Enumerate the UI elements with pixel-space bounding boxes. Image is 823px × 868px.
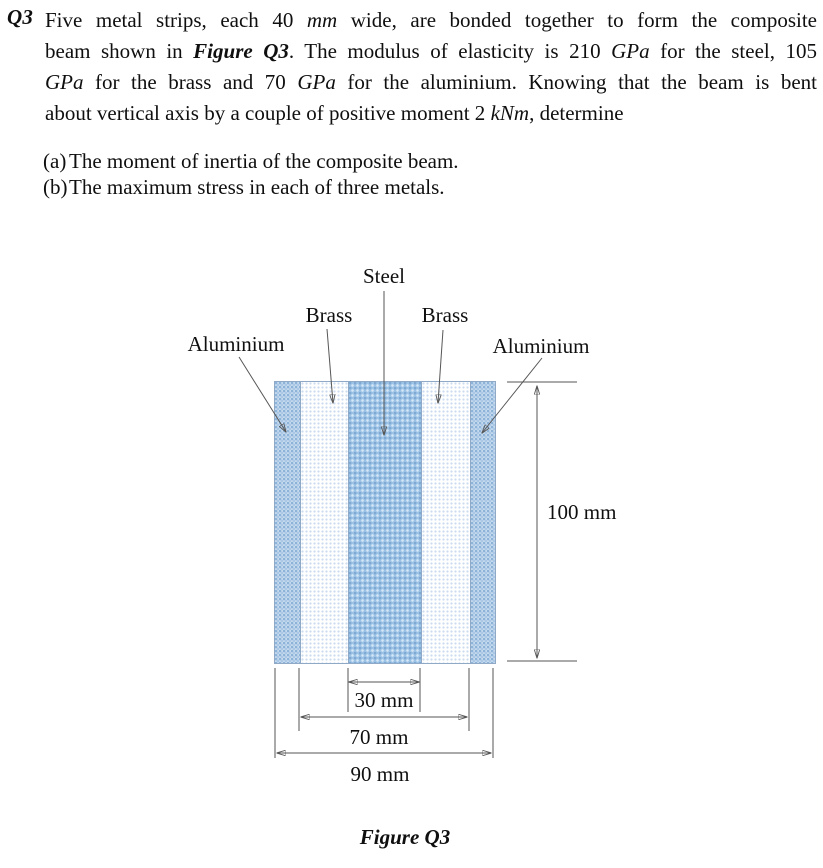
list-item-b (43, 174, 445, 200)
text-segment: mm (306, 8, 338, 32)
beam-cross-section (274, 381, 496, 664)
text-segment: Five metal strips, each 40 (45, 8, 307, 32)
aluminium-left-label: Aluminium (187, 332, 285, 356)
problem-line (45, 67, 817, 98)
figure-caption: Figure Q3 (359, 825, 451, 849)
text-segment: GPa (45, 70, 84, 94)
text-segment: for the steel, 105 (649, 39, 817, 63)
height-dimension-label: 100 mm (547, 500, 617, 524)
brass-left-label: Brass (305, 303, 353, 327)
problem-line (45, 98, 817, 129)
brass-left-strip (300, 382, 348, 663)
item-label: (a) (43, 149, 67, 173)
text-segment: for the brass and 70 (83, 70, 298, 94)
item-text: The moment of inertia of the composite beam. (69, 149, 459, 173)
aluminium-right-label: Aluminium (492, 334, 590, 358)
aluminium-right-strip (470, 382, 495, 663)
problem-line (45, 5, 817, 36)
text-segment: wide, are bonded together to form the composite (337, 8, 817, 32)
text-segment: beam shown in (45, 39, 194, 63)
steel-strip (348, 382, 421, 663)
steel-width-dimension-label: 30 mm (354, 688, 414, 712)
text-segment: GPa (611, 39, 650, 63)
problem-line (45, 36, 817, 67)
problem-statement (45, 5, 817, 129)
text-segment: GPa (297, 70, 336, 94)
text-segment: for the aluminium. Knowing that the beam is bent (335, 70, 817, 94)
item-label: (b) (43, 175, 68, 199)
text-segment: kNm (490, 101, 530, 125)
brass-right-label: Brass (421, 303, 469, 327)
brass-right-strip (421, 382, 470, 663)
text-segment: about vertical axis by a couple of positive moment 2 (45, 101, 491, 125)
inner-width-dimension-label: 70 mm (349, 725, 409, 749)
item-text: The maximum stress in each of three metals. (69, 175, 445, 199)
text-segment: Figure Q3 (193, 39, 289, 63)
total-width-dimension-label: 90 mm (350, 762, 410, 786)
steel-label: Steel (363, 264, 405, 288)
question-number: Q3 (7, 5, 34, 29)
text-segment: , determine (529, 101, 624, 125)
list-item-a (43, 148, 459, 174)
text-segment: . The modulus of elasticity is 210 (288, 39, 612, 63)
aluminium-left-strip (275, 382, 300, 663)
